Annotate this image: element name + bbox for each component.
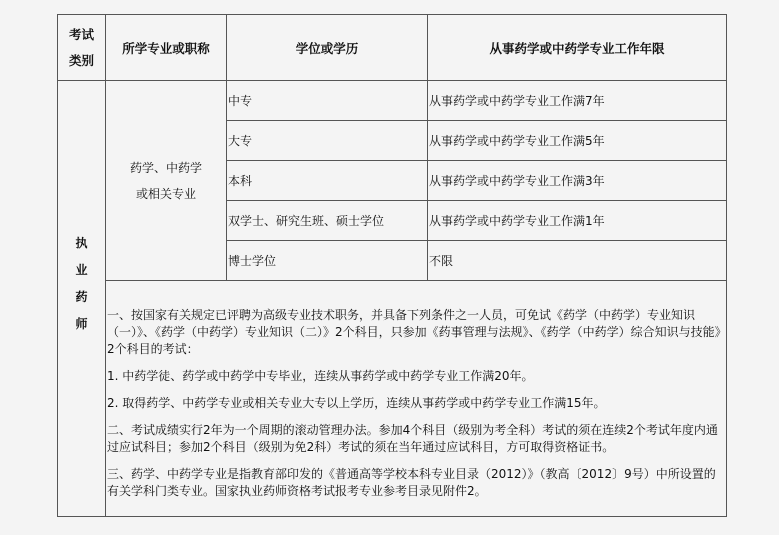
major-text: 或相关专业 [135,186,196,201]
years-cell: 不限 [427,240,727,281]
years-cell: 从事药学或中药学专业工作满3年 [427,160,727,201]
note-paragraph: 1. 中药学徒、药学或中药学中专毕业，连续从事药学或中药学专业工作满20年。 [107,369,534,383]
notes-cell [105,280,727,517]
header-degree: 学位或学历 [226,14,428,81]
years-cell: 从事药学或中药学专业工作满7年 [427,80,727,121]
category-char: 业 [75,262,88,277]
category-char: 执 [75,235,88,250]
degree-cell: 博士学位 [226,240,428,281]
years-cell: 从事药学或中药学专业工作满5年 [427,120,727,161]
category-char: 药 [75,289,88,304]
years-cell: 从事药学或中药学专业工作满1年 [427,200,727,241]
degree-cell: 中专 [226,80,428,121]
header-text: 考试 [68,26,94,42]
degree-cell: 本科 [226,160,428,201]
note-paragraph: 三、药学、中药学专业是指教育部印发的《普通高等学校本科专业目录（2012）》（教高〔2012〕9号）中所设置的有关学科门类专业。国家执业药师资格考试报考专业参考目录见附件2。 [107,467,716,498]
degree-cell: 双学士、研究生班、硕士学位 [226,200,428,241]
header-exam-category [57,14,106,81]
category-cell [57,80,106,517]
header-text: 类别 [68,52,94,68]
header-work-years: 从事药学或中药学专业工作年限 [427,14,727,81]
note-paragraph: 二、考试成绩实行2年为一个周期的滚动管理办法。参加4个科目（级别为考全科）考试的须在连续2个考试年度内通过应试科目；参加2个科目（级别为免2科）考试的须在当年通过应试科目，方可取得资格证书。 [107,423,718,454]
degree-cell: 大专 [226,120,428,161]
note-paragraph: 2. 取得药学、中药学专业或相关专业大专以上学历，连续从事药学或中药学专业工作满15年。 [107,396,606,410]
major-cell [105,80,227,281]
major-text: 药学、中药学 [129,160,202,175]
category-char: 师 [75,316,88,331]
note-paragraph: 一、按国家有关规定已评聘为高级专业技术职务，并具备下列条件之一人员，可免试《药学（中药学）专业知识（一）》、《药学（中药学）专业知识（二）》2个科目，只参加《药事管理与法规》、《药学（中药学）综合知识与技能》2个科目的考试： [107,308,721,356]
header-major: 所学专业或职称 [105,14,227,81]
